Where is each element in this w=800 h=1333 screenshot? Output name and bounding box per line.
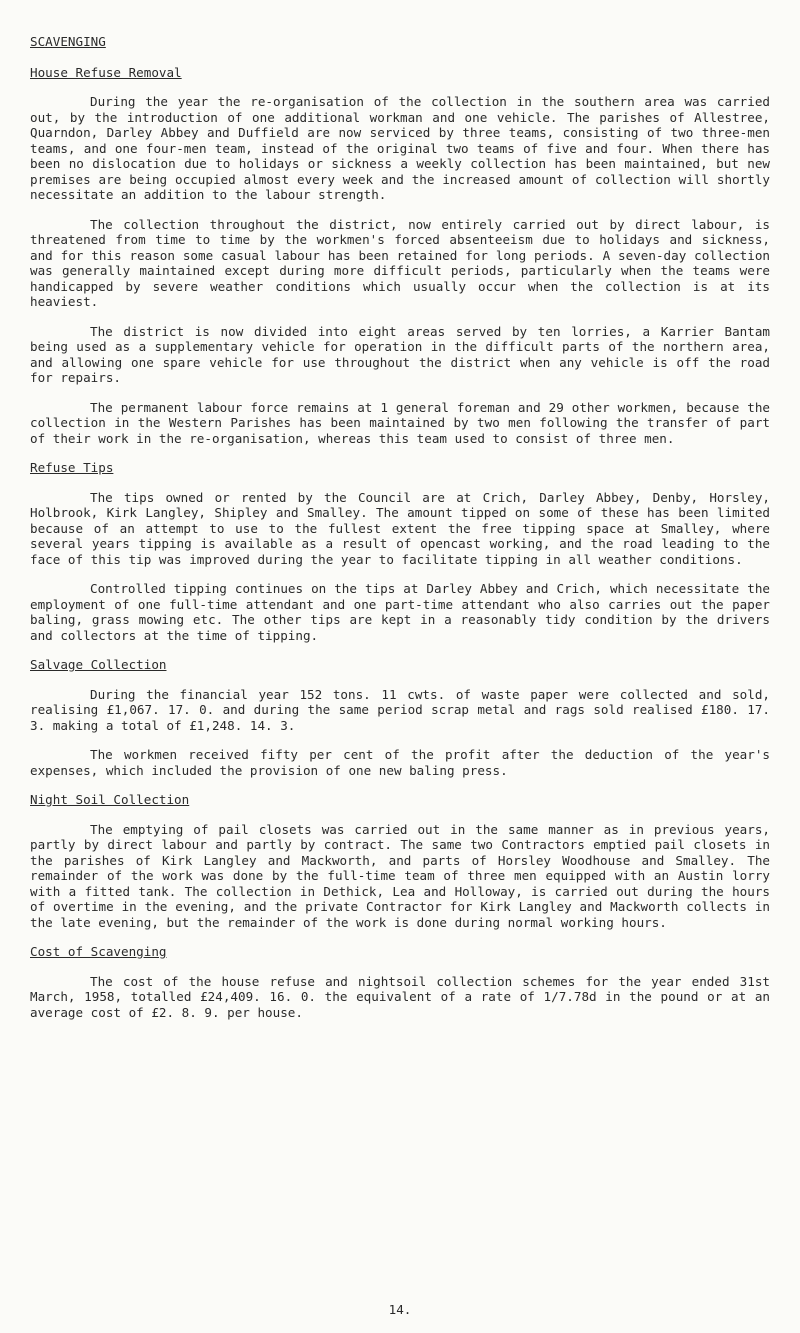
page-number: 14. bbox=[388, 1302, 412, 1317]
section bbox=[30, 65, 770, 447]
sections-container bbox=[30, 65, 770, 1021]
section-heading: Cost of Scavenging bbox=[30, 944, 167, 959]
section bbox=[30, 657, 770, 778]
paragraph: The district is now divided into eight areas served by ten lorries, a Karrier Bantam being used as a supplementary vehicle for operation in the difficult parts of the northern area, and allowing one spare vehicle for use throughout the district when any vehicle is off the road for repairs. bbox=[30, 323, 770, 385]
paragraph: During the financial year 152 tons. 11 cwts. of waste paper were collected and sold, realising £1,067. 17. 0. and during the same period scrap metal and rags sold realised £180. 17. 3. making a total of £1,248. 14. 3. bbox=[30, 686, 770, 733]
section-heading: Salvage Collection bbox=[30, 657, 167, 672]
paragraph: During the year the re-organisation of the collection in the southern area was carried out, by the introduction of one additional workman and one vehicle. The parishes of Allestree, Quarndon, Darley Abbey and Duffield are now serviced by three teams, consisting of two three-men teams, and one four-men team, instead of the original two teams of five and four. When there has been no dislocation due to holidays or sickness a weekly collection has been maintained, but new premises are being occupied almost every week and the increased amount of collection will shortly necessitate an addition to the labour strength. bbox=[30, 94, 770, 202]
section-heading: House Refuse Removal bbox=[30, 64, 182, 80]
paragraph: The workmen received fifty per cent of the profit after the deduction of the year's expenses, which included the provision of one new baling press. bbox=[30, 747, 770, 778]
paragraph: The collection throughout the district, now entirely carried out by direct labour, is threatened from time to time by the workmen's forced absenteeism due to holidays and sickness, and for this reason some casual labour has been retained for long periods. A seven-day collection was generally maintained except during more difficult periods, particularly when the teams were handicapped by severe weather conditions which usually occur when the collection is at its heaviest. bbox=[30, 216, 770, 309]
section bbox=[30, 792, 770, 930]
paragraph: Controlled tipping continues on the tips at Darley Abbey and Crich, which necessitate the employment of one full-time attendant and one part-time attendant who also carries out the paper baling, grass mowing etc. The other tips are kept in a reasonably tidy condition by the drivers and collectors at the time of tipping. bbox=[30, 581, 770, 643]
paragraph: The permanent labour force remains at 1 general foreman and 29 other workmen, because the collection in the Western Parishes has been maintained by two men following the transfer of part of their work in the re-organisation, whereas this team used to consist of three men. bbox=[30, 399, 770, 446]
document-title: SCAVENGING bbox=[30, 34, 106, 49]
section bbox=[30, 944, 770, 1020]
section bbox=[30, 460, 770, 643]
paragraph: The emptying of pail closets was carried out in the same manner as in previous years, partly by direct labour and partly by contract. The same two Contractors emptied pail closets in the parishes of Kirk Langley and Mackworth, and parts of Horsley Woodhouse and Smalley. The remainder of the work was done by the full-time team of three men equipped with an Austin lorry with a fitted tank. The collection in Dethick, Lea and Holloway, is carried out during the hours of overtime in the evening, and the private Contractor for Kirk Langley and Mackworth collects in the late evening, but the remainder of the work is done during normal working hours. bbox=[30, 821, 770, 930]
section-heading: Night Soil Collection bbox=[30, 792, 190, 807]
paragraph: The tips owned or rented by the Council are at Crich, Darley Abbey, Denby, Horsley, Holbrook, Kirk Langley, Shipley and Smalley. The amount tipped on some of these has been limited because of an attempt to use to the fullest extent the free tipping space at Smalley, where several years tipping is available as a result of opencast working, and the road leading to the face of this tip was improved during the year to facilitate tipping in all weather conditions. bbox=[30, 489, 770, 567]
section-heading: Refuse Tips bbox=[30, 460, 114, 475]
paragraph: The cost of the house refuse and nightsoil collection schemes for the year ended 31st March, 1958, totalled £24,409. 16. 0. the equivalent of a rate of 1/7.78d in the pound or at an average cost of £2. 8. 9. per house. bbox=[30, 973, 770, 1020]
